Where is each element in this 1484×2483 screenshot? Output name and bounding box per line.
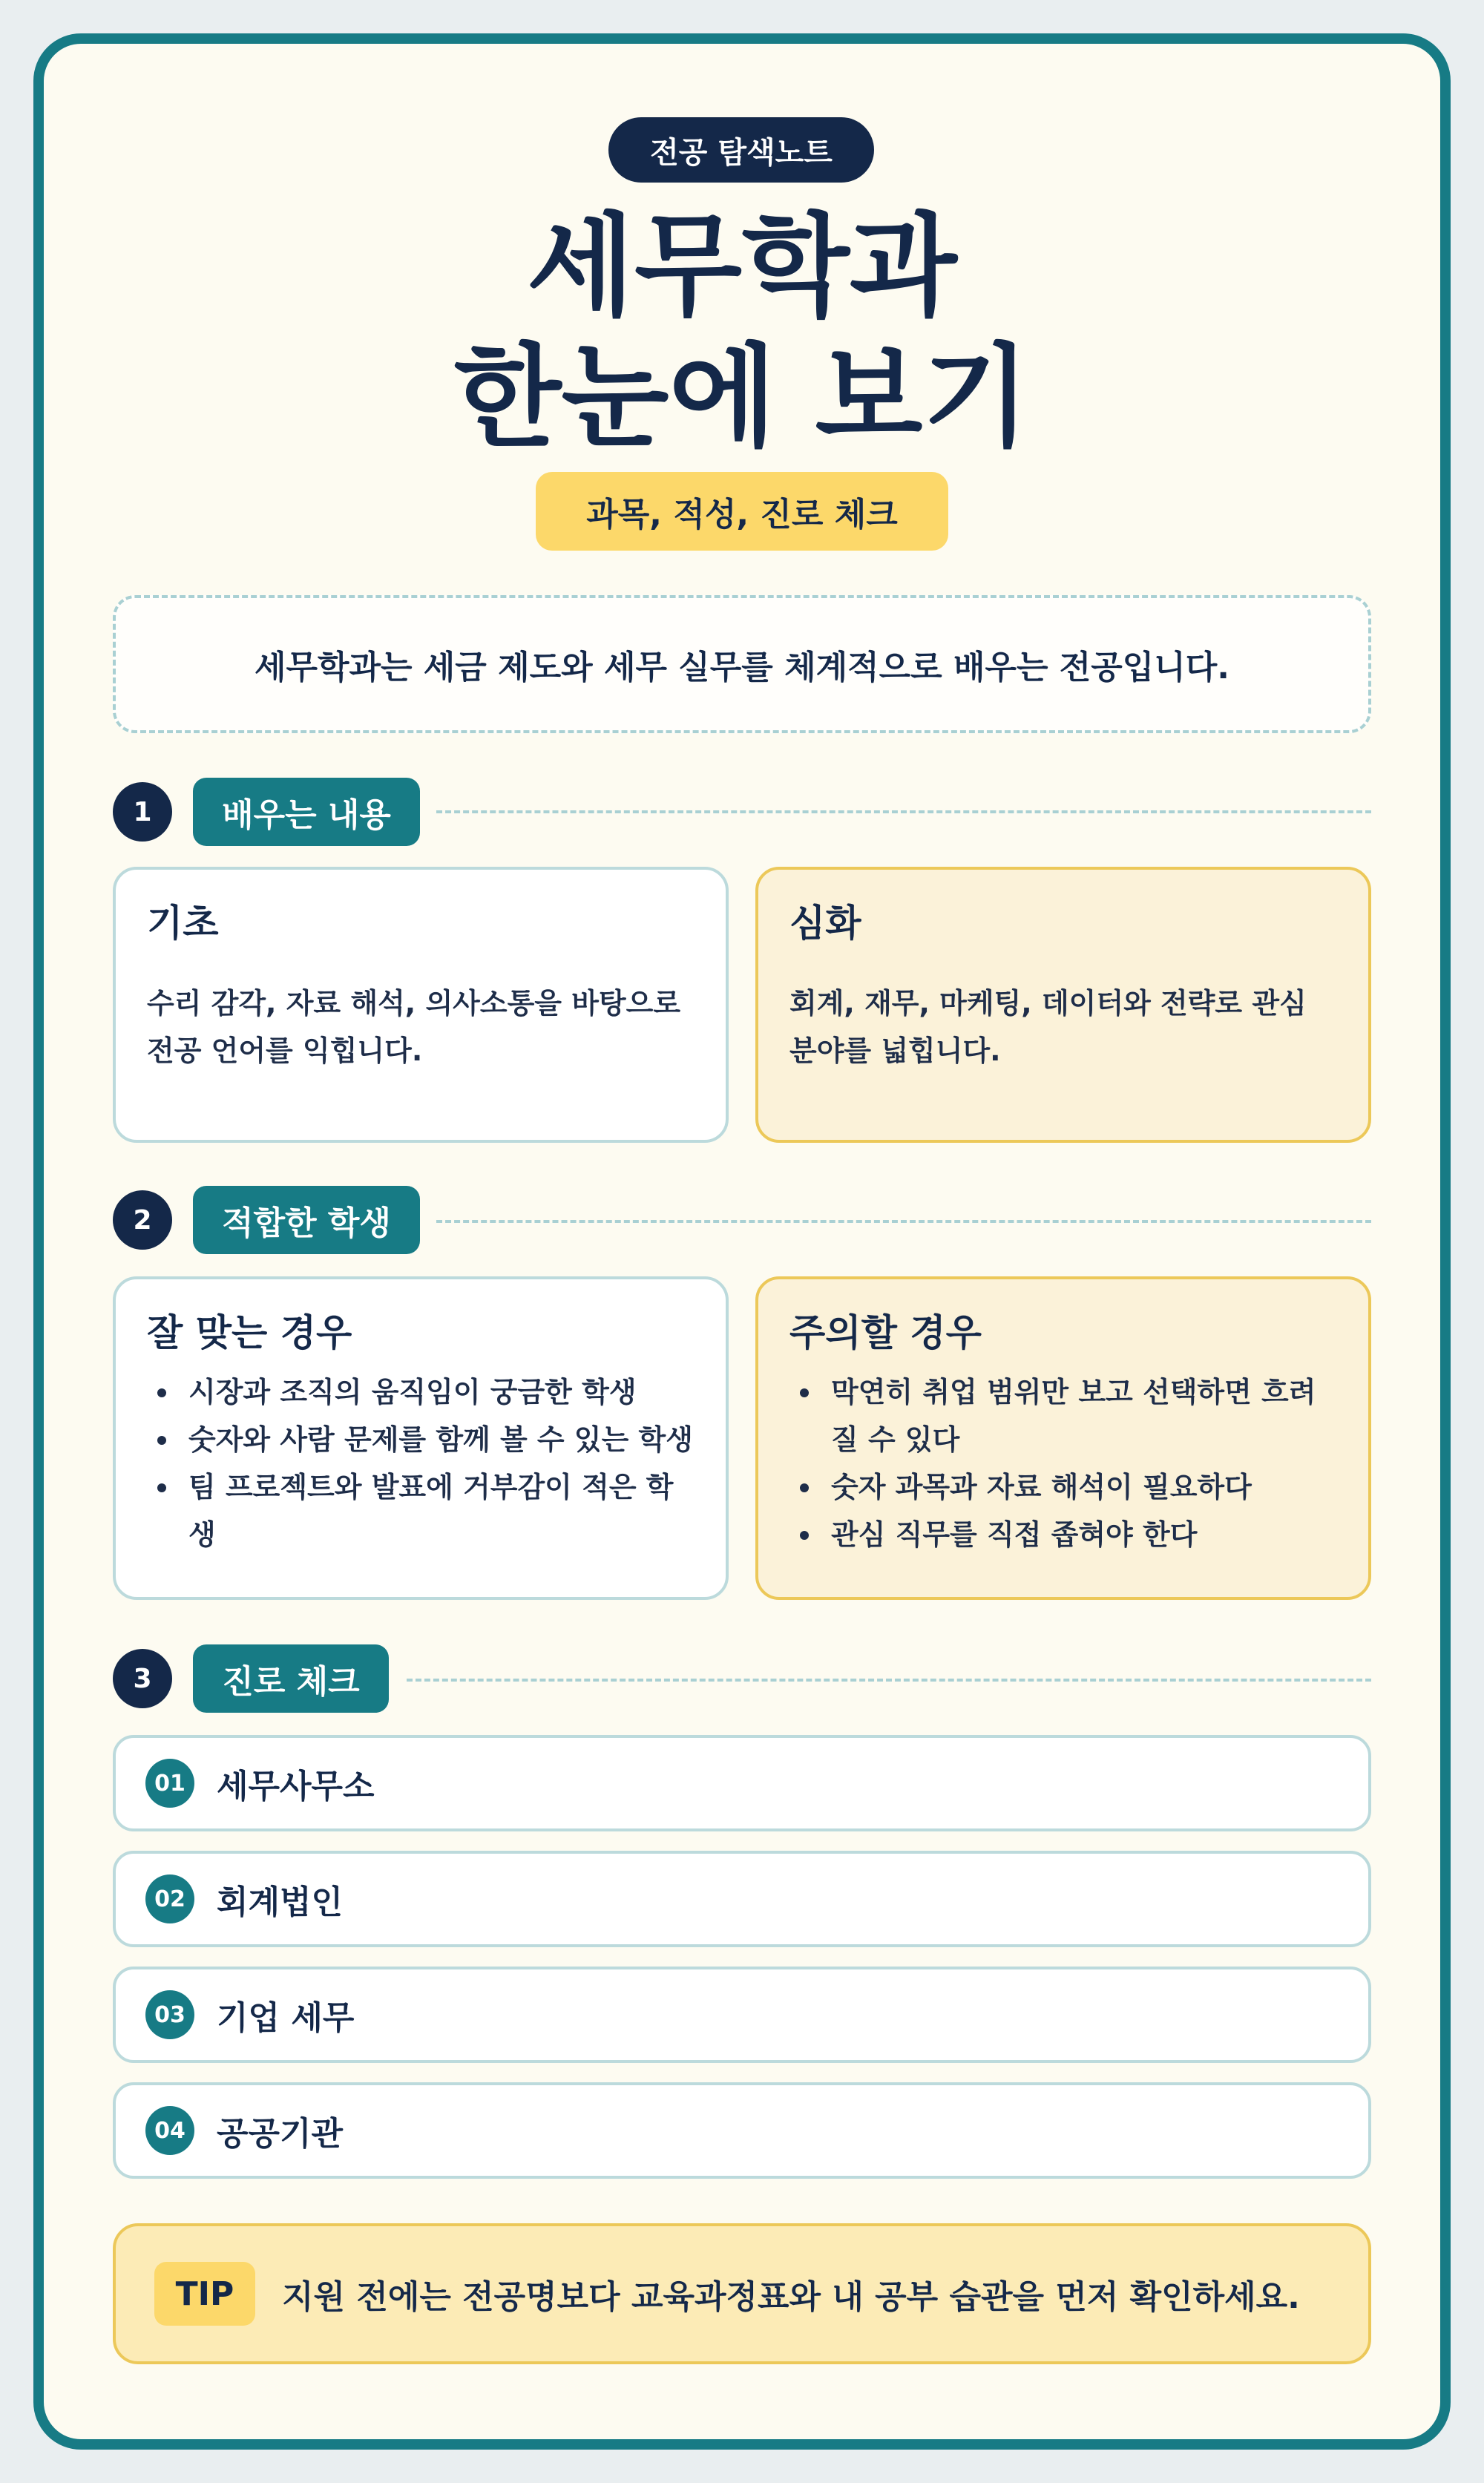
list-item: 팀 프로젝트와 발표에 거부감이 적은 학생	[147, 1463, 695, 1558]
intro-text: 세무학과는 세금 제도와 세무 실무를 체계적으로 배우는 전공입니다.	[254, 649, 1230, 686]
subtitle-badge: 과목, 적성, 진로 체크	[536, 472, 948, 551]
good-fit-title: 잘 맞는 경우	[147, 1311, 352, 1354]
section-divider	[407, 1679, 1371, 1682]
caution-box	[755, 1276, 1371, 1600]
page-title-line2: 한눈에 보기	[453, 333, 1031, 462]
career-item-corporate-tax	[113, 1967, 1371, 2063]
list-item: 숫자 과목과 자료 해석이 필요하다	[789, 1463, 1337, 1511]
section-title-career: 진로 체크	[193, 1644, 389, 1713]
good-fit-list	[147, 1368, 695, 1558]
intro-box	[113, 595, 1371, 733]
caution-title: 주의할 경우	[789, 1311, 982, 1354]
good-fit-box	[113, 1276, 729, 1600]
section-number-2: 2	[113, 1190, 172, 1250]
tip-box	[113, 2223, 1371, 2364]
page-title-line1: 세무학과	[527, 203, 957, 332]
career-label: 세무사무소	[217, 1768, 375, 1805]
advanced-title: 심화	[789, 902, 861, 945]
list-item: 막연히 취업 범위만 보고 선택하면 흐려질 수 있다	[789, 1368, 1337, 1463]
career-item-public-institution	[113, 2082, 1371, 2179]
list-item: 관심 직무를 직접 좁혀야 한다	[789, 1511, 1337, 1558]
advanced-box	[755, 867, 1371, 1143]
section-divider	[436, 1220, 1371, 1223]
career-label: 회계법인	[217, 1883, 344, 1921]
career-number-badge: 01	[145, 1759, 194, 1808]
basic-box	[113, 867, 729, 1143]
list-item: 시장과 조직의 움직임이 궁금한 학생	[147, 1368, 695, 1416]
section-number-3: 3	[113, 1649, 172, 1708]
career-number-badge: 03	[145, 1990, 194, 2039]
section-divider	[436, 810, 1371, 813]
tip-badge: TIP	[154, 2262, 255, 2326]
section-title-learn: 배우는 내용	[193, 778, 420, 846]
section-number-1: 1	[113, 782, 172, 842]
career-number-badge: 04	[145, 2106, 194, 2155]
career-item-tax-office	[113, 1735, 1371, 1831]
category-badge: 전공 탐색노트	[608, 117, 874, 183]
basic-title: 기초	[147, 902, 219, 945]
section-title-fit: 적합한 학생	[193, 1186, 420, 1254]
career-number-badge: 02	[145, 1874, 194, 1923]
tip-text: 지원 전에는 전공명보다 교육과정표와 내 공부 습관을 먼저 확인하세요.	[282, 2278, 1300, 2316]
basic-text: 수리 감각, 자료 해석, 의사소통을 바탕으로 전공 언어를 익힙니다.	[147, 987, 681, 1067]
career-label: 기업 세무	[217, 1999, 355, 2037]
advanced-text: 회계, 재무, 마케팅, 데이터와 전략로 관심 분야를 넓힙니다.	[789, 987, 1307, 1067]
caution-list	[789, 1368, 1337, 1558]
career-item-accounting-firm	[113, 1851, 1371, 1947]
list-item: 숫자와 사람 문제를 함께 볼 수 있는 학생	[147, 1416, 695, 1463]
career-label: 공공기관	[217, 2115, 344, 2153]
